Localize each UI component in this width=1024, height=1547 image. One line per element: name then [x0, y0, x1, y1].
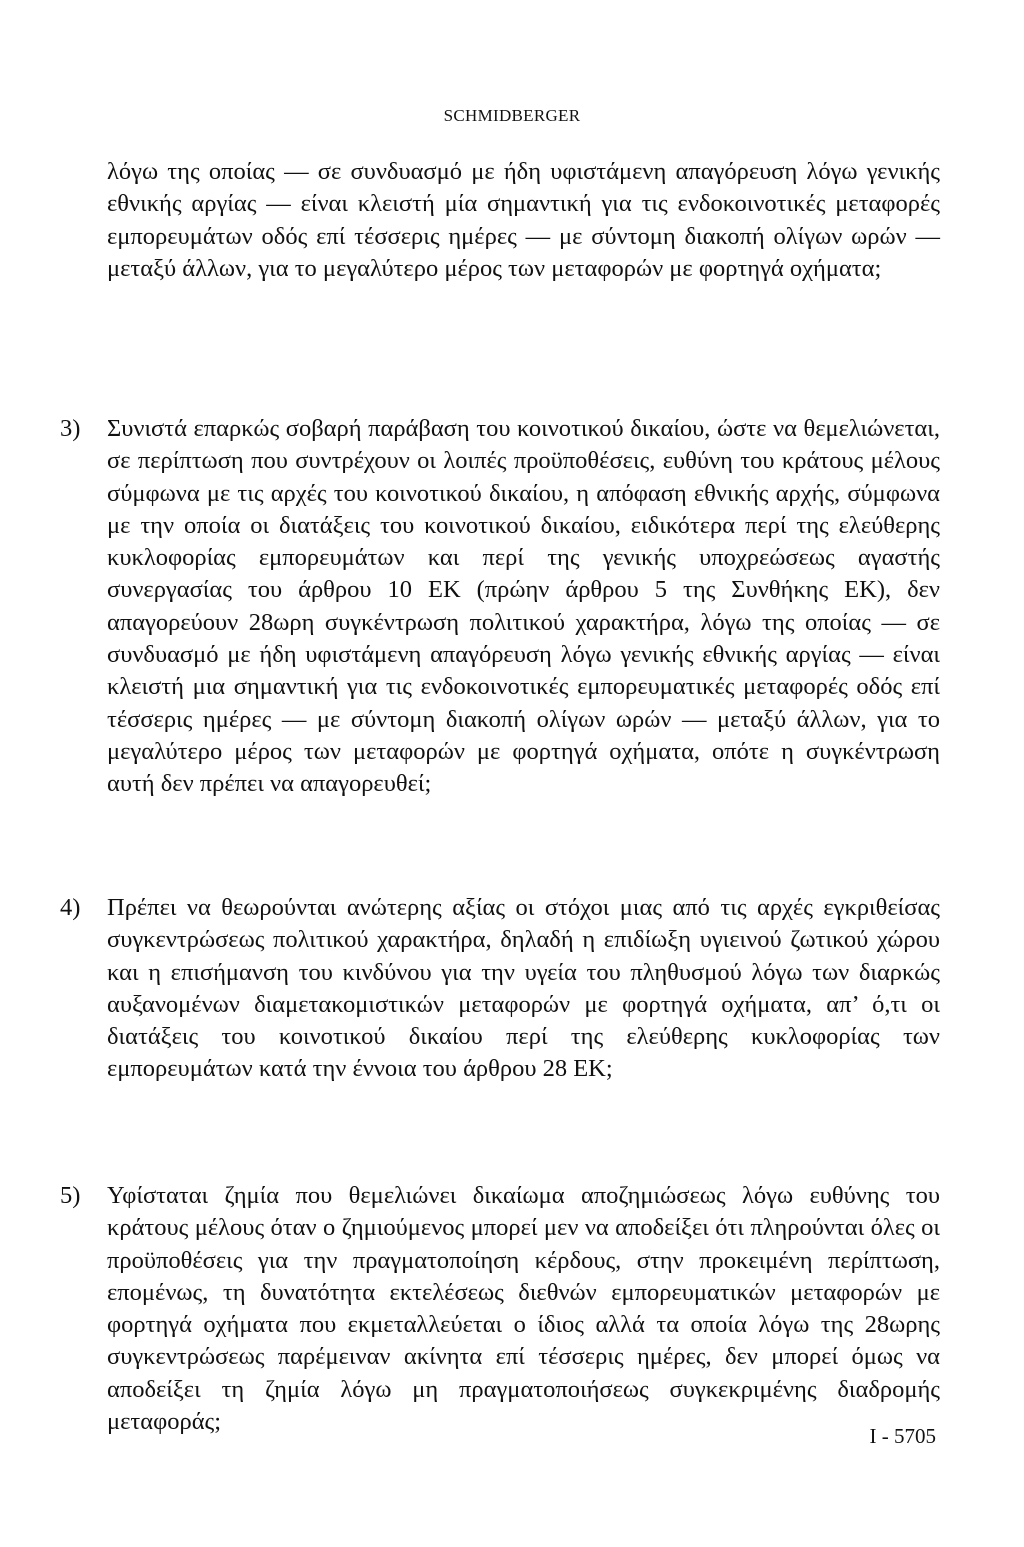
item-text: Υφίσταται ζημία που θεμελιώνει δικαίωμα αποζημιώσεως λόγω ευθύνης του κράτους μέλους όταν ο ζημιούμενος μπορεί μεν να αποδείξει ότι πληρούνται όλες οι προϋποθέσεις για την πραγματοποίηση κέρδους, στην προκειμένη περίπτωση, επομένως, τη δυνατότητα εκτελέσεως διεθνών εμπορευματικών μεταφορών με φορτηγά οχήματα που εκμεταλλεύεται ο ίδιος αλλά τα οποία λόγω της 28ωρης συγκεντρώσεως παρέμειναν ακίνητα επί τέσσερις ημέρες, δεν μπορεί όμως να αποδείξει τη ζημία λόγω μη πραγματοποιήσεως συγκεκριμένης διαδρομής μεταφοράς;	[107, 1182, 940, 1436]
running-header: SCHMIDBERGER	[443, 106, 581, 125]
intro-paragraph-block	[107, 156, 940, 285]
numbered-item-3	[60, 413, 940, 801]
numbered-item-5	[60, 1180, 940, 1438]
item-text: Πρέπει να θεωρούνται ανώτερης αξίας οι στόχοι μιας από τις αρχές εγκριθείσας συγκεντρώσεως πολιτικού χαρακτήρα, δηλαδή η επιδίωξη υγιεινού ζωτικού χώρου και η επισήμανση του κινδύνου για την υγεία του πληθυσμού λόγω των διαρκώς αυξανομένων διαμετακομιστικών μεταφορών με φορτηγά οχήματα, απ’ ό,τι οι διατάξεις του κοινοτικού δικαίου περί της ελεύθερης κυκλοφορίας των εμπορευμάτων κατά την έννοια του άρθρου 28 ΕΚ;	[107, 894, 940, 1083]
numbered-item-4	[60, 892, 940, 1086]
item-text: Συνιστά επαρκώς σοβαρή παράβαση του κοινοτικού δικαίου, ώστε να θεμελιώνεται, σε περίπτωση που συντρέχουν οι λοιπές προϋποθέσεις, ευθύνη του κράτους μέλους σύμφωνα με τις αρχές του κοινοτικού δικαίου, η απόφαση εθνικής αρχής, σύμφωνα με την οποία οι διατάξεις του κοινοτικού δικαίου, ειδικότερα περί της ελεύθερης κυκλοφορίας εμπορευμάτων και περί της γενικής υποχρεώσεως αγαστής συνεργασίας του άρθρου 10 ΕΚ (πρώην άρθρου 5 της Συνθήκης ΕΚ), δεν απαγορεύουν 28ωρη συγκέντρωση πολιτικού χαρακτήρα, λόγω της οποίας — σε συνδυασμό με ήδη υφιστάμενη απαγόρευση λόγω γενικής εθνικής αργίας — είναι κλειστή μια σημαντική για τις ενδοκοινοτικές εμπορευματικές μεταφορές οδός επί τέσσερις ημέρες — με σύντομη διακοπή ολίγων ωρών — μεταξύ άλλων, για το μεγαλύτερο μέρος των μεταφορών με φορτηγά οχήματα, οπότε η συγκέντρωση αυτή δεν πρέπει να απαγορευθεί;	[107, 415, 940, 798]
item-number: 4)	[60, 894, 81, 921]
intro-paragraph: λόγω της οποίας — σε συνδυασμό με ήδη υφιστάμενη απαγόρευση λόγω γενικής εθνικής αργίας — είναι κλειστή μία σημαντική για τις ενδοκοινοτικές μεταφορές εμπορευμάτων οδός επί τέσσερις ημέρες — με σύντομη διακοπή ολίγων ωρών — μεταξύ άλλων, για το μεγαλύτερο μέρος των μεταφορών με φορτηγά οχήματα;	[107, 158, 940, 282]
page-number: I - 5705	[869, 1424, 936, 1448]
item-number: 5)	[60, 1182, 81, 1209]
item-number: 3)	[60, 415, 81, 442]
